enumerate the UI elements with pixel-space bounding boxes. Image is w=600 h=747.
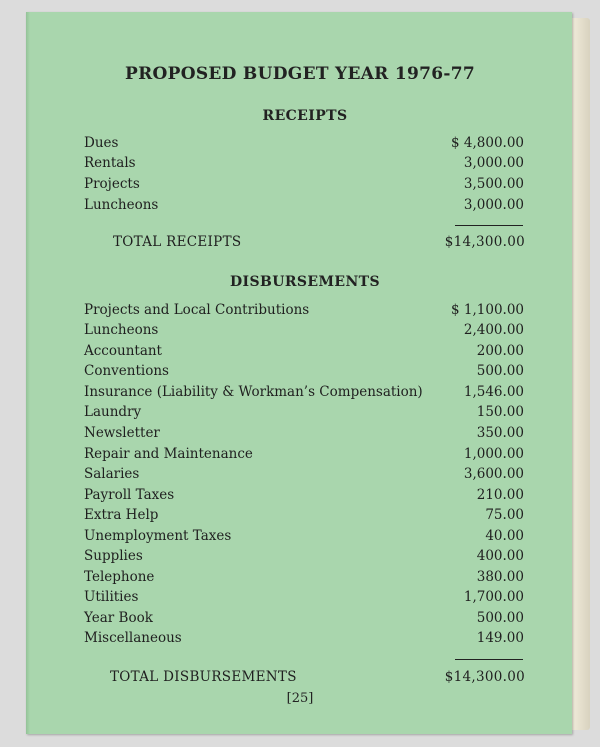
receipt-amount: 3,000.00 bbox=[463, 155, 524, 171]
receipt-label: Luncheons bbox=[84, 197, 159, 213]
disbursement-label: Laundry bbox=[84, 404, 142, 420]
disbursement-amount: 500.00 bbox=[476, 363, 524, 379]
disbursement-label: Insurance (Liability & Workman’s Compensation) bbox=[84, 384, 423, 400]
disbursement-row bbox=[84, 404, 524, 424]
receipt-amount: 3,000.00 bbox=[463, 197, 524, 213]
disbursement-amount: 1,700.00 bbox=[463, 589, 524, 605]
disbursement-row bbox=[84, 302, 524, 322]
disbursement-label: Newsletter bbox=[84, 425, 160, 441]
disbursement-label: Year Book bbox=[84, 610, 153, 626]
page-number: [25] bbox=[286, 691, 314, 706]
disbursement-label: Utilities bbox=[84, 589, 139, 605]
page-title: PROPOSED BUDGET YEAR 1976-77 bbox=[125, 64, 475, 84]
disbursement-row bbox=[84, 466, 524, 486]
disbursement-amount: 500.00 bbox=[476, 610, 524, 626]
disbursements-total-row bbox=[0, 669, 525, 689]
disbursements-heading: DISBURSEMENTS bbox=[230, 274, 380, 290]
receipt-row bbox=[84, 176, 524, 196]
disbursement-label: Accountant bbox=[84, 343, 162, 359]
disbursements-total-rule bbox=[455, 659, 523, 660]
receipt-label: Rentals bbox=[84, 155, 136, 171]
disbursement-label: Miscellaneous bbox=[84, 630, 182, 646]
disbursement-amount: 2,400.00 bbox=[463, 322, 524, 338]
disbursement-row bbox=[84, 548, 524, 568]
disbursement-amount: 1,000.00 bbox=[463, 446, 524, 462]
disbursement-amount: 40.00 bbox=[485, 528, 524, 544]
disbursement-row bbox=[84, 630, 524, 650]
receipt-label: Dues bbox=[84, 135, 119, 151]
disbursement-row bbox=[84, 507, 524, 527]
receipt-label: Projects bbox=[84, 176, 140, 192]
disbursement-label: Conventions bbox=[84, 363, 169, 379]
receipts-heading: RECEIPTS bbox=[262, 108, 348, 124]
receipts-total-row bbox=[0, 234, 525, 254]
disbursement-row bbox=[84, 589, 524, 609]
disbursement-amount: 200.00 bbox=[476, 343, 524, 359]
disbursement-row bbox=[84, 425, 524, 445]
disbursement-row bbox=[84, 363, 524, 383]
receipt-row bbox=[84, 197, 524, 217]
receipts-total-amount: $14,300.00 bbox=[444, 234, 525, 250]
disbursement-row bbox=[84, 343, 524, 363]
disbursement-label: Salaries bbox=[84, 466, 140, 482]
disbursement-row bbox=[84, 528, 524, 548]
disbursement-row bbox=[84, 322, 524, 342]
disbursement-amount: 149.00 bbox=[476, 630, 524, 646]
disbursement-amount: 210.00 bbox=[476, 487, 524, 503]
disbursement-row bbox=[84, 569, 524, 589]
disbursement-label: Unemployment Taxes bbox=[84, 528, 232, 544]
disbursement-label: Telephone bbox=[84, 569, 155, 585]
receipt-amount: $ 4,800.00 bbox=[451, 135, 524, 151]
disbursement-row bbox=[84, 610, 524, 630]
disbursement-amount: 350.00 bbox=[476, 425, 524, 441]
disbursement-amount: 3,600.00 bbox=[463, 466, 524, 482]
disbursement-amount: 380.00 bbox=[476, 569, 524, 585]
disbursement-label: Payroll Taxes bbox=[84, 487, 175, 503]
disbursement-amount: $ 1,100.00 bbox=[451, 302, 524, 318]
disbursement-row bbox=[84, 487, 524, 507]
disbursement-amount: 150.00 bbox=[476, 404, 524, 420]
receipt-amount: 3,500.00 bbox=[463, 176, 524, 192]
disbursements-total-label: TOTAL DISBURSEMENTS bbox=[110, 669, 297, 685]
disbursement-row bbox=[84, 446, 524, 466]
disbursement-amount: 75.00 bbox=[485, 507, 524, 523]
disbursement-label: Supplies bbox=[84, 548, 143, 564]
disbursements-total-amount: $14,300.00 bbox=[444, 669, 525, 685]
disbursement-label: Repair and Maintenance bbox=[84, 446, 253, 462]
receipt-row bbox=[84, 135, 524, 155]
disbursement-row bbox=[84, 384, 524, 404]
disbursement-amount: 1,546.00 bbox=[463, 384, 524, 400]
disbursement-label: Luncheons bbox=[84, 322, 159, 338]
disbursement-amount: 400.00 bbox=[476, 548, 524, 564]
receipts-total-label: TOTAL RECEIPTS bbox=[113, 234, 242, 250]
receipts-total-rule bbox=[455, 225, 523, 226]
disbursement-label: Projects and Local Contributions bbox=[84, 302, 310, 318]
disbursement-label: Extra Help bbox=[84, 507, 159, 523]
receipt-row bbox=[84, 155, 524, 175]
